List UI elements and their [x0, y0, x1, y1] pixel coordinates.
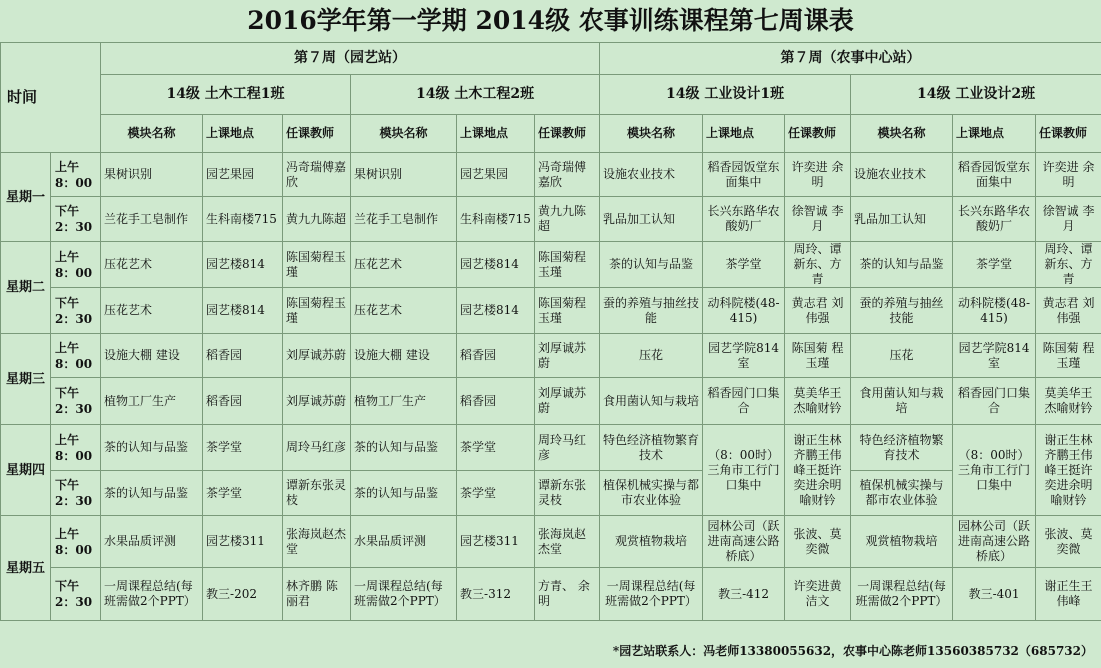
footer: [0, 630, 1101, 668]
morning-slot: 上午 8：00: [51, 516, 101, 568]
day-label: 星期五: [1, 516, 51, 621]
afternoon-slot: 下午 2：30: [51, 568, 101, 621]
class-header: 14级 工业设计1班: [600, 75, 851, 115]
teacher: 谭新东张灵枝: [283, 471, 351, 516]
module-name: 植保机械实操与都市农业体验: [851, 471, 953, 516]
column-header: 上课地点: [203, 115, 283, 153]
day-label: 星期二: [1, 242, 51, 334]
teacher: 莫美华王杰喻财钤: [785, 378, 851, 425]
module-name: 观赏植物栽培: [600, 516, 703, 568]
location: 园林公司（跃进南高速公路桥底）: [953, 516, 1036, 568]
teacher: 陈国菊 程玉瑾: [1036, 334, 1101, 378]
location: 园艺学院814室: [703, 334, 785, 378]
table-cell: 谢正生林齐鹏王伟峰王挺许奕进余明喻财钤: [1036, 425, 1101, 516]
module-name: 压花: [600, 334, 703, 378]
location: 稻香园: [457, 334, 535, 378]
location: 园艺学院814室: [953, 334, 1036, 378]
class-header: 14级 土木工程1班: [101, 75, 351, 115]
module-name: 特色经济植物繁育技术: [851, 425, 953, 471]
location: 稻香园门口集合: [953, 378, 1036, 425]
location: 动科院楼(48-415): [953, 288, 1036, 334]
afternoon-slot: 下午 2：30: [51, 197, 101, 242]
table-cell: 谢正生林齐鹏王伟峰王挺许奕进余明喻财钤: [785, 425, 851, 516]
teacher: 徐智诚 李月: [1036, 197, 1101, 242]
teacher: 许奕进 余明: [785, 153, 851, 197]
location: 茶学堂: [203, 471, 283, 516]
module-name: 水果品质评测: [101, 516, 203, 568]
teacher: 张海岚赵杰堂: [283, 516, 351, 568]
morning-slot: 上午 8：00: [51, 242, 101, 288]
location: 稻香园饭堂东面集中: [953, 153, 1036, 197]
location: 生科南楼715: [457, 197, 535, 242]
teacher: 陈国菊程玉瑾: [283, 288, 351, 334]
module-name: 特色经济植物繁育技术: [600, 425, 703, 471]
teacher: 徐智诚 李月: [785, 197, 851, 242]
morning-slot: 上午 8：00: [51, 153, 101, 197]
teacher: 黄九九陈超: [283, 197, 351, 242]
time-header: 时间: [1, 43, 101, 153]
location: 动科院楼(48-415): [703, 288, 785, 334]
teacher: 冯奇瑞傅嘉欣: [535, 153, 600, 197]
teacher: 谢正生王伟峰: [1036, 568, 1101, 621]
afternoon-slot: 下午 2：30: [51, 378, 101, 425]
module-name: 茶的认知与品鉴: [101, 425, 203, 471]
week-header-horticulture: 第７周（园艺站）: [101, 43, 600, 75]
module-name: 设施农业技术: [600, 153, 703, 197]
module-name: 茶的认知与品鉴: [600, 242, 703, 288]
location: 园艺楼814: [457, 288, 535, 334]
module-name: 兰花手工皂制作: [351, 197, 457, 242]
column-header: 模块名称: [600, 115, 703, 153]
location: 茶学堂: [703, 242, 785, 288]
location: 茶学堂: [953, 242, 1036, 288]
location: 茶学堂: [457, 425, 535, 471]
teacher: 冯奇瑞傅嘉欣: [283, 153, 351, 197]
location: 园艺楼814: [203, 288, 283, 334]
teacher: 周玲、谭新东、方青: [785, 242, 851, 288]
teacher: 陈国菊程玉瑾: [535, 242, 600, 288]
teacher: 周玲马红彦: [535, 425, 600, 471]
morning-slot: 上午 8：00: [51, 334, 101, 378]
module-name: 压花: [851, 334, 953, 378]
column-header: 任课教师: [535, 115, 600, 153]
location: 稻香园: [203, 334, 283, 378]
column-header: 模块名称: [351, 115, 457, 153]
module-name: 果树识别: [101, 153, 203, 197]
teacher: 陈国菊 程玉瑾: [785, 334, 851, 378]
module-name: 水果品质评测: [351, 516, 457, 568]
module-name: 压花艺术: [351, 242, 457, 288]
teacher: 张波、莫奕微: [1036, 516, 1101, 568]
teacher: 陈国菊程玉瑾: [535, 288, 600, 334]
column-header: 任课教师: [283, 115, 351, 153]
module-name: 食用菌认知与栽培: [600, 378, 703, 425]
table-cell: （8：00时）三角市工行门口集中: [703, 425, 785, 516]
module-name: 一周课程总结(每班需做2个PPT）: [851, 568, 953, 621]
location: 园艺果园: [457, 153, 535, 197]
module-name: 茶的认知与品鉴: [851, 242, 953, 288]
teacher: 许奕进 余明: [1036, 153, 1101, 197]
teacher: 周玲马红彦: [283, 425, 351, 471]
week-header-farm-center: 第７周（农事中心站）: [600, 43, 1101, 75]
day-label: 星期一: [1, 153, 51, 242]
column-header: 模块名称: [851, 115, 953, 153]
morning-slot: 上午 8：00: [51, 425, 101, 471]
page-title: 2016学年第一学期 2014级 农事训练课程第七周课表: [0, 0, 1101, 43]
location: 生科南楼715: [203, 197, 283, 242]
location: 茶学堂: [203, 425, 283, 471]
column-header: 上课地点: [703, 115, 785, 153]
module-name: 设施大棚 建设: [101, 334, 203, 378]
column-header: 任课教师: [1036, 115, 1101, 153]
teacher: 刘厚诚苏蔚: [535, 378, 600, 425]
module-name: 茶的认知与品鉴: [351, 471, 457, 516]
module-name: 一周课程总结(每班需做2个PPT）: [101, 568, 203, 621]
module-name: 植保机械实操与都市农业体验: [600, 471, 703, 516]
module-name: 蚕的养殖与抽丝技能: [851, 288, 953, 334]
teacher: 张海岚赵杰堂: [535, 516, 600, 568]
teacher: 黄志君 刘伟强: [785, 288, 851, 334]
location: 教三-401: [953, 568, 1036, 621]
module-name: 设施大棚 建设: [351, 334, 457, 378]
class-header: 14级 工业设计2班: [851, 75, 1101, 115]
location: 稻香园门口集合: [703, 378, 785, 425]
afternoon-slot: 下午 2：30: [51, 288, 101, 334]
location: 教三-312: [457, 568, 535, 621]
teacher: 莫美华王杰喻财钤: [1036, 378, 1101, 425]
location: 园艺楼311: [457, 516, 535, 568]
module-name: 食用菌认知与栽培: [851, 378, 953, 425]
day-label: 星期三: [1, 334, 51, 425]
module-name: 蚕的养殖与抽丝技能: [600, 288, 703, 334]
location: 园艺楼814: [203, 242, 283, 288]
teacher: 周玲、谭新东、方青: [1036, 242, 1101, 288]
module-name: 茶的认知与品鉴: [101, 471, 203, 516]
column-header: 模块名称: [101, 115, 203, 153]
afternoon-slot: 下午 2：30: [51, 471, 101, 516]
teacher: 许奕进黄洁文: [785, 568, 851, 621]
module-name: 乳品加工认知: [600, 197, 703, 242]
teacher: 谭新东张灵枝: [535, 471, 600, 516]
module-name: 果树识别: [351, 153, 457, 197]
class-header: 14级 土木工程2班: [351, 75, 600, 115]
teacher: 刘厚诚苏蔚: [283, 334, 351, 378]
location: 教三-202: [203, 568, 283, 621]
teacher: 黄九九陈超: [535, 197, 600, 242]
schedule-table: [0, 42, 1101, 621]
module-name: 一周课程总结(每班需做2个PPT）: [600, 568, 703, 621]
teacher: 陈国菊程玉瑾: [283, 242, 351, 288]
teacher: 刘厚诚苏蔚: [283, 378, 351, 425]
teacher: 刘厚诚苏蔚: [535, 334, 600, 378]
module-name: 兰花手工皂制作: [101, 197, 203, 242]
contact-note: *园艺站联系人：冯老师13380055632，农事中心陈老师13560385732（685732）: [612, 644, 1093, 658]
module-name: 植物工厂生产: [351, 378, 457, 425]
teacher: 林齐鹏 陈丽君: [283, 568, 351, 621]
column-header: 任课教师: [785, 115, 851, 153]
module-name: 压花艺术: [351, 288, 457, 334]
module-name: 一周课程总结(每班需做2个PPT）: [351, 568, 457, 621]
teacher: 方青、 余明: [535, 568, 600, 621]
location: 稻香园: [203, 378, 283, 425]
teacher: 张波、莫奕微: [785, 516, 851, 568]
column-header: 上课地点: [953, 115, 1036, 153]
location: 长兴东路华农酸奶厂: [953, 197, 1036, 242]
location: 茶学堂: [457, 471, 535, 516]
table-cell: （8：00时）三角市工行门口集中: [953, 425, 1036, 516]
module-name: 植物工厂生产: [101, 378, 203, 425]
column-header: 上课地点: [457, 115, 535, 153]
module-name: 茶的认知与品鉴: [351, 425, 457, 471]
module-name: 设施农业技术: [851, 153, 953, 197]
location: 园艺果园: [203, 153, 283, 197]
location: 稻香园饭堂东面集中: [703, 153, 785, 197]
module-name: 压花艺术: [101, 242, 203, 288]
location: 稻香园: [457, 378, 535, 425]
location: 园林公司（跃进南高速公路桥底）: [703, 516, 785, 568]
module-name: 观赏植物栽培: [851, 516, 953, 568]
location: 长兴东路华农酸奶厂: [703, 197, 785, 242]
module-name: 压花艺术: [101, 288, 203, 334]
location: 园艺楼814: [457, 242, 535, 288]
location: 园艺楼311: [203, 516, 283, 568]
teacher: 黄志君 刘伟强: [1036, 288, 1101, 334]
day-label: 星期四: [1, 425, 51, 516]
module-name: 乳品加工认知: [851, 197, 953, 242]
location: 教三-412: [703, 568, 785, 621]
